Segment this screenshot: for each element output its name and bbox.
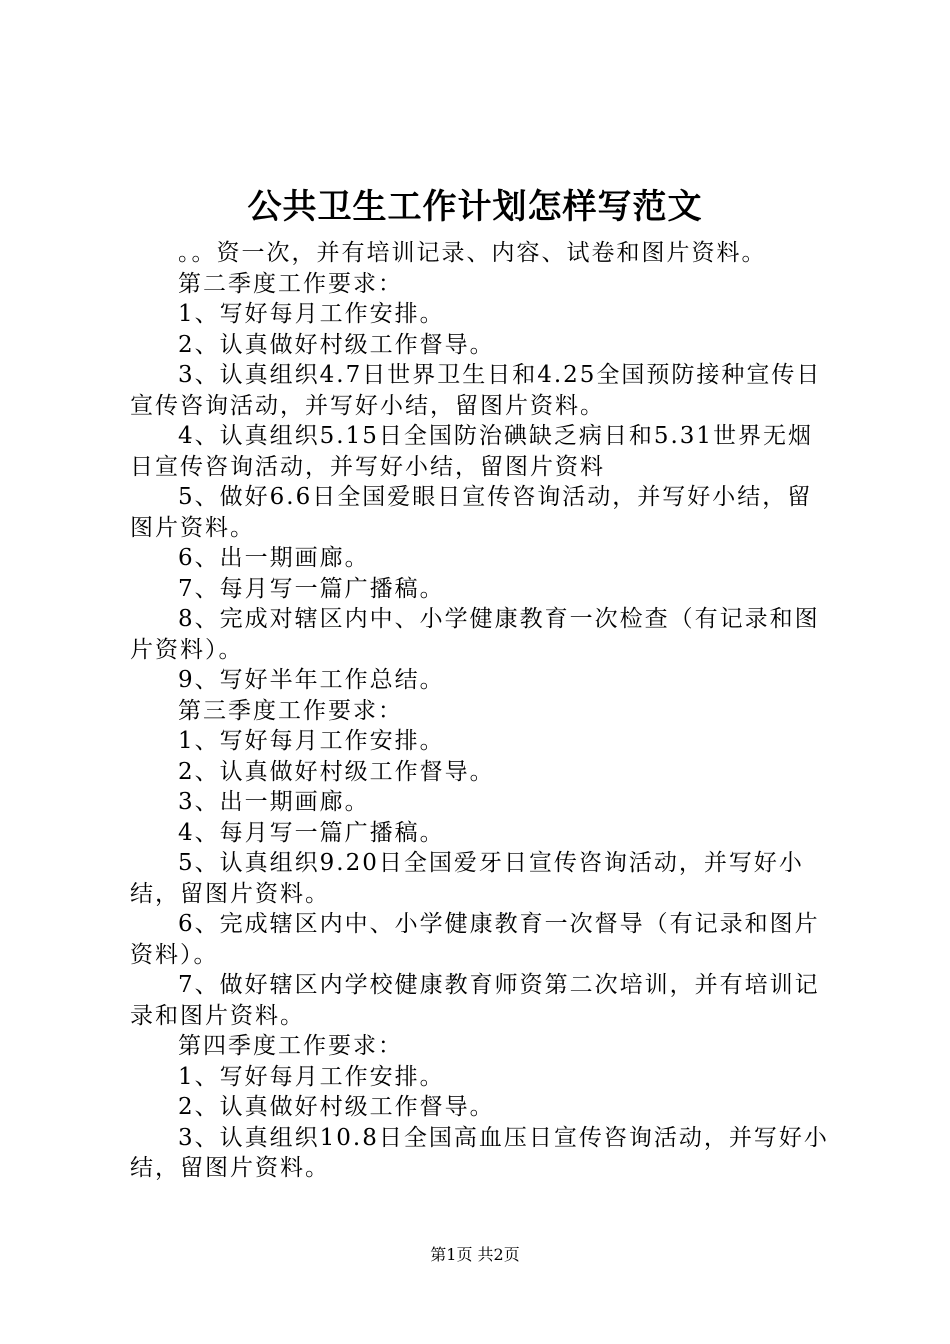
section-heading-q3: 第三季度工作要求： [178, 697, 403, 724]
paragraph: 3、出一期画廊。 [178, 789, 370, 815]
paragraph: 9、写好半年工作总结。 [178, 667, 445, 693]
paragraph: 3、认真组织4.7日世界卫生日和4.25全国预防接种宣传日宣传咨询活动，并写好小结，留图片资料。 [130, 362, 822, 419]
paragraph: 。。资一次，并有培训记录、内容、试卷和图片资料。 [178, 240, 767, 266]
paragraph: 3、认真组织10.8日全国高血压日宣传咨询活动，并写好小结，留图片资料。 [130, 1124, 829, 1181]
paragraph: 7、每月写一篇广播稿。 [178, 575, 445, 602]
paragraph: 2、认真做好村级工作督导。 [178, 1094, 495, 1120]
paragraph: 6、出一期画廊。 [178, 545, 370, 571]
document-title: 公共卫生工作计划怎样写范文 [247, 187, 703, 227]
paragraph: 7、做好辖区内学校健康教育师资第二次培训，并有培训记录和图片资料。 [130, 972, 820, 1029]
page-footer: 第1页 共2页 [430, 1245, 520, 1264]
paragraph: 2、认真做好村级工作督导。 [178, 331, 495, 358]
section-heading-q4: 第四季度工作要求： [178, 1033, 403, 1059]
section-heading-q2: 第二季度工作要求： [178, 270, 403, 297]
paragraph: 1、写好每月工作安排。 [178, 1063, 445, 1090]
paragraph: 8、完成对辖区内中、小学健康教育一次检查（有记录和图片资料）。 [130, 606, 820, 663]
document-body [130, 238, 830, 1184]
paragraph: 5、做好6.6日全国爱眼日宣传咨询活动，并写好小结，留图片资料。 [130, 484, 813, 541]
paragraph: 2、认真做好村级工作督导。 [178, 758, 495, 785]
paragraph: 1、写好每月工作安排。 [178, 728, 445, 754]
paragraph: 1、写好每月工作安排。 [178, 301, 445, 327]
paragraph: 5、认真组织9.20日全国爱牙日宣传咨询活动，并写好小结，留图片资料。 [130, 850, 804, 907]
paragraph: 4、认真组织5.15日全国防治碘缺乏病日和5.31世界无烟日宣传咨询活动，并写好小结，留图片资料 [130, 423, 814, 480]
paragraph: 6、完成辖区内中、小学健康教育一次督导（有记录和图片资料）。 [130, 911, 820, 968]
paragraph: 4、每月写一篇广播稿。 [178, 819, 445, 846]
